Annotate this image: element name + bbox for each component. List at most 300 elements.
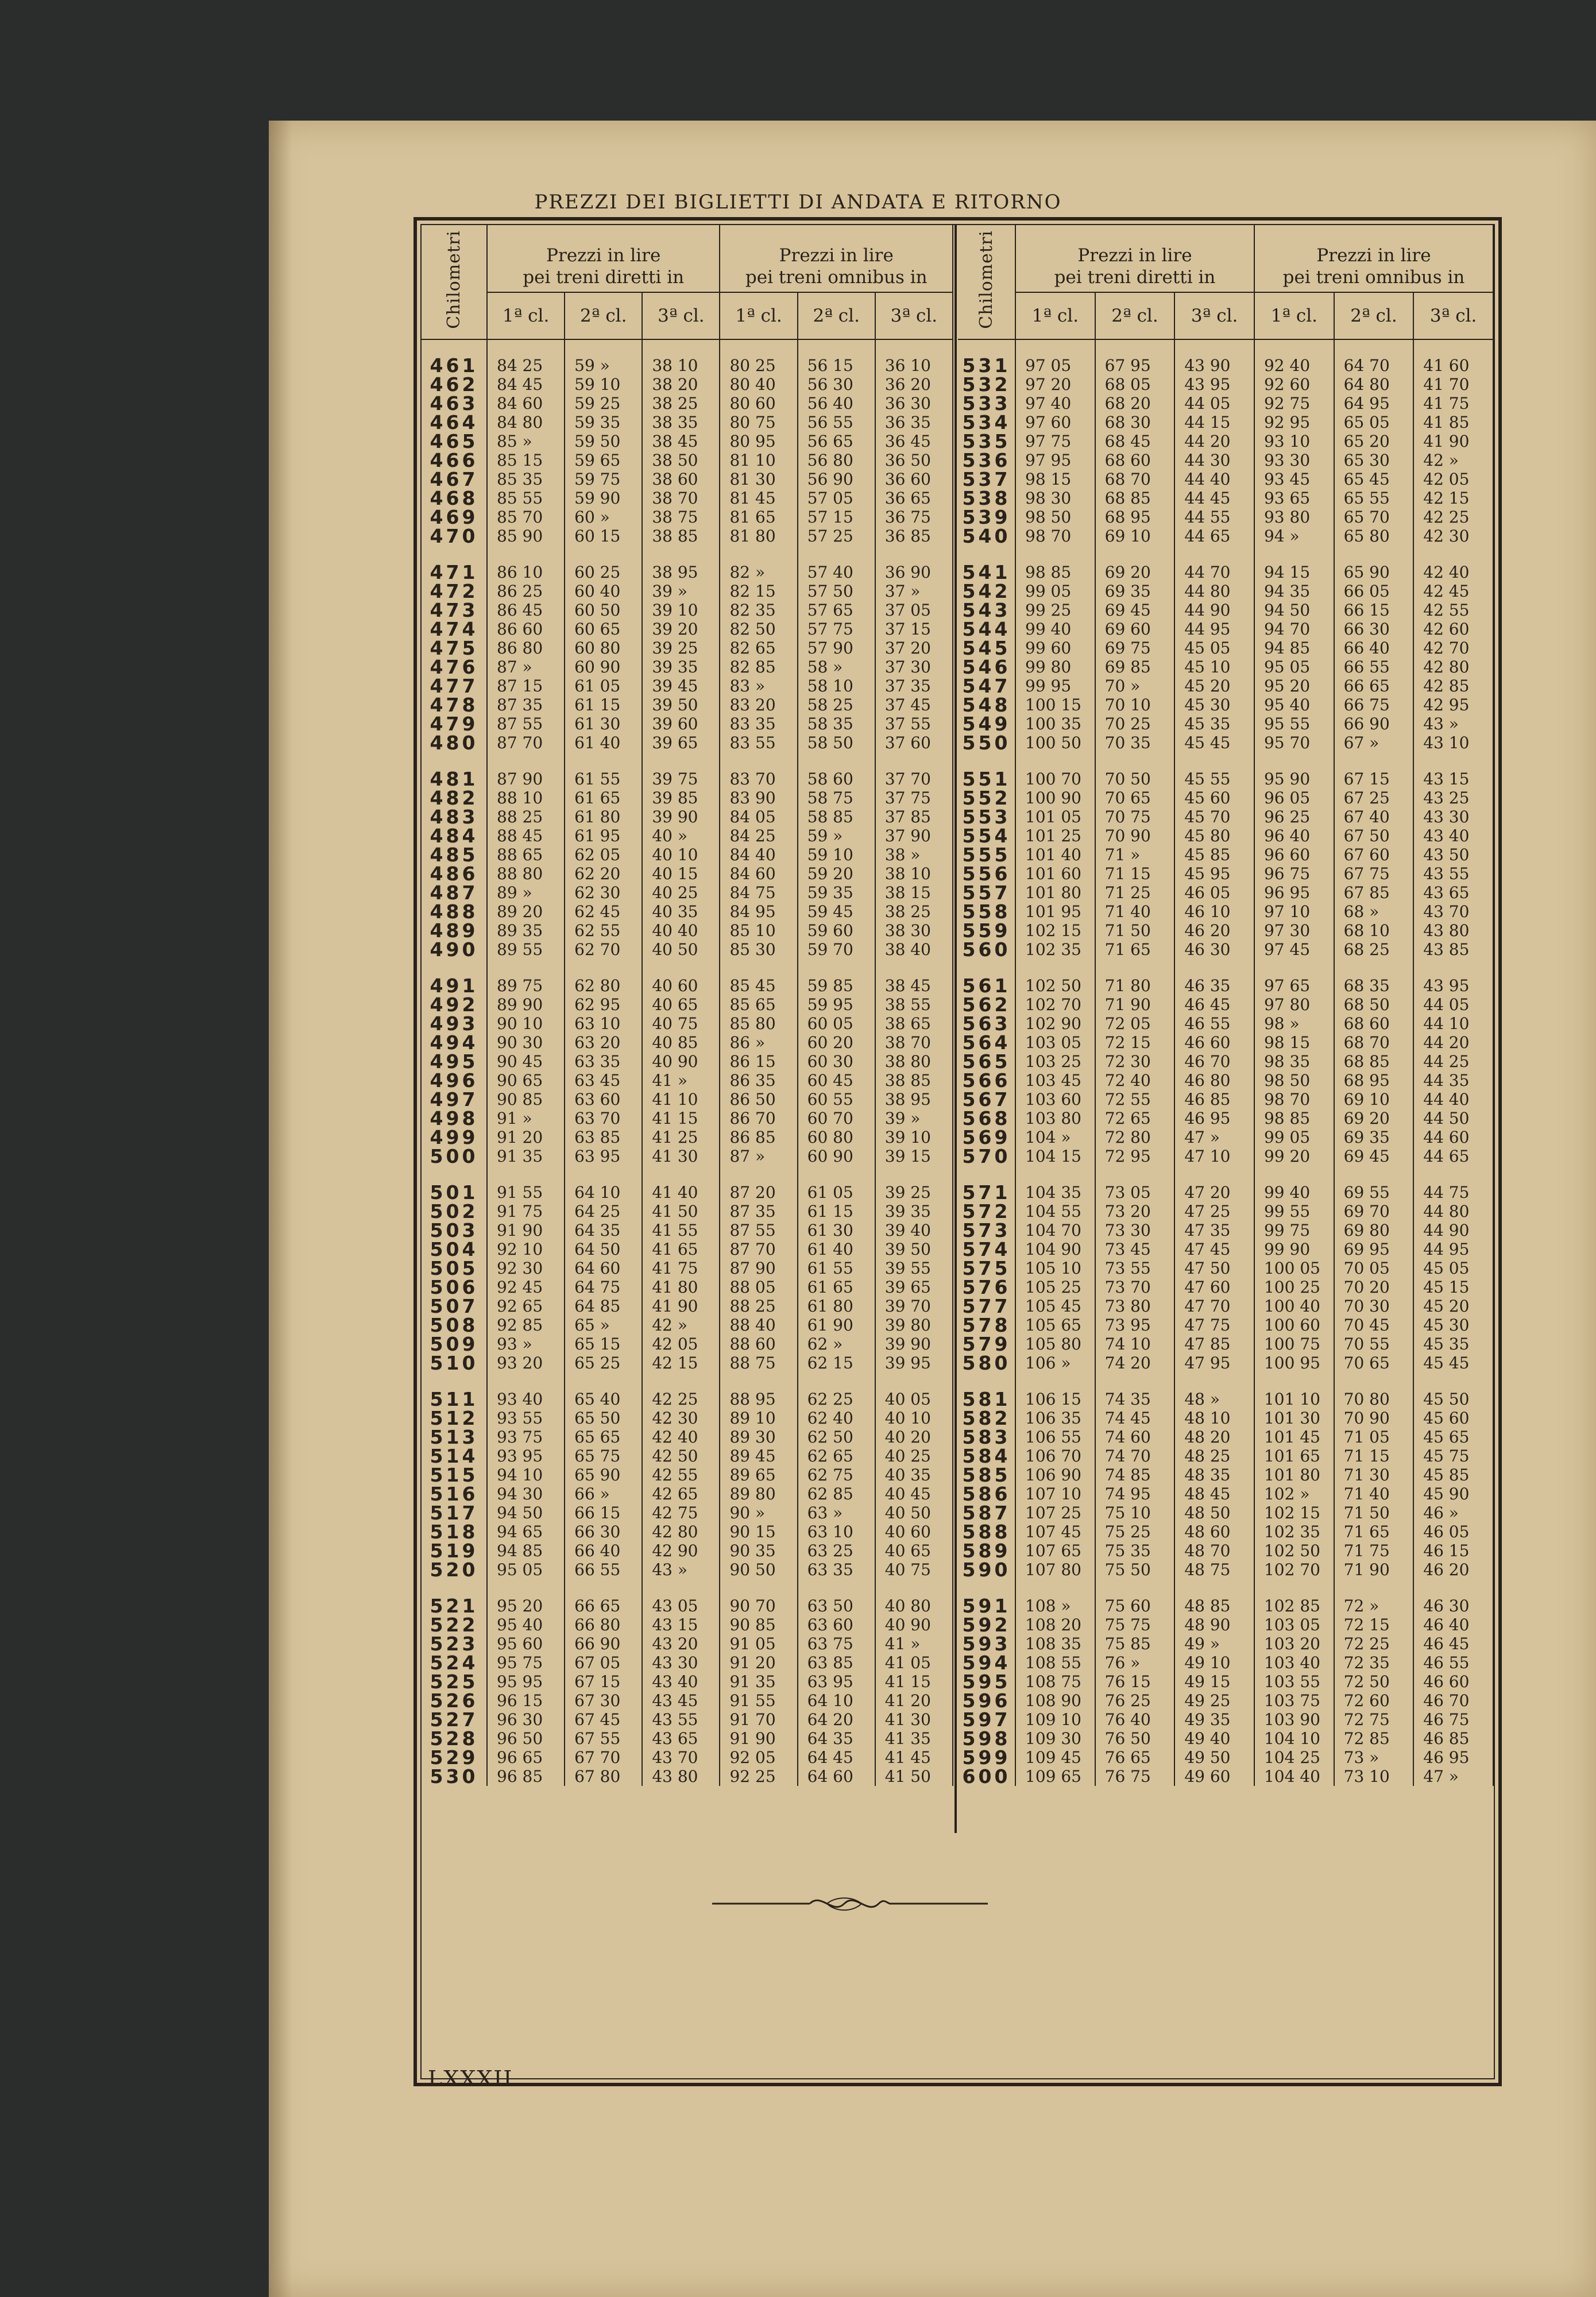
price-cell: 71 05 xyxy=(1334,1428,1414,1447)
price-cell: 43 » xyxy=(642,1560,720,1579)
table-row xyxy=(958,1428,1493,1447)
price-cell: 43 10 xyxy=(1413,733,1493,752)
price-cell: 46 70 xyxy=(1174,1052,1254,1071)
price-cell: 38 85 xyxy=(642,527,720,546)
km-header: Chilometri xyxy=(422,225,487,339)
price-cell: 101 45 xyxy=(1254,1428,1334,1447)
price-cell: 65 90 xyxy=(1334,563,1414,582)
price-cell: 59 95 xyxy=(798,995,875,1014)
price-cell: 67 95 xyxy=(1095,356,1175,375)
km-cell: 571 xyxy=(958,1183,1015,1202)
price-cell: 42 50 xyxy=(642,1447,720,1465)
price-cell: 41 30 xyxy=(875,1710,953,1729)
price-cell: 87 35 xyxy=(720,1202,797,1221)
price-cell: 75 50 xyxy=(1095,1560,1175,1579)
price-cell: 40 60 xyxy=(875,1522,953,1541)
price-cell: 69 45 xyxy=(1334,1147,1414,1166)
price-cell: 60 90 xyxy=(565,658,642,676)
price-cell: 46 30 xyxy=(1174,940,1254,959)
price-cell: 86 60 xyxy=(487,620,565,639)
price-cell: 92 65 xyxy=(487,1297,565,1316)
km-cell: 593 xyxy=(958,1634,1015,1653)
km-header: Chilometri xyxy=(958,225,1015,339)
price-cell: 38 85 xyxy=(875,1071,953,1090)
km-cell: 469 xyxy=(422,508,487,527)
price-cell: 87 90 xyxy=(487,769,565,788)
price-cell: 106 35 xyxy=(1015,1409,1095,1428)
price-cell: 101 95 xyxy=(1015,902,1095,921)
price-cell: 37 60 xyxy=(875,733,953,752)
table-row xyxy=(422,601,953,620)
price-cell: 94 85 xyxy=(487,1541,565,1560)
price-cell: 44 20 xyxy=(1413,1033,1493,1052)
price-cell: 41 15 xyxy=(875,1672,953,1691)
km-cell: 588 xyxy=(958,1522,1015,1541)
price-cell: 44 10 xyxy=(1413,1014,1493,1033)
fare-table-right xyxy=(958,225,1494,1822)
price-cell: 61 80 xyxy=(798,1297,875,1316)
price-cell: 102 50 xyxy=(1015,976,1095,995)
price-cell: 102 90 xyxy=(1015,1014,1095,1033)
price-cell: 87 55 xyxy=(487,714,565,733)
price-cell: 92 85 xyxy=(487,1316,565,1335)
price-cell: 89 65 xyxy=(720,1465,797,1484)
price-cell: 63 45 xyxy=(565,1071,642,1090)
price-cell: 86 15 xyxy=(720,1052,797,1071)
price-cell: 61 65 xyxy=(565,788,642,807)
price-cell: 105 80 xyxy=(1015,1335,1095,1354)
price-cell: 101 60 xyxy=(1015,864,1095,883)
table-row xyxy=(958,1465,1493,1484)
price-cell: 95 95 xyxy=(487,1672,565,1691)
price-cell: 89 80 xyxy=(720,1484,797,1503)
price-cell: 61 40 xyxy=(798,1240,875,1259)
km-cell: 476 xyxy=(422,658,487,676)
price-cell: 96 25 xyxy=(1254,807,1334,826)
table-row xyxy=(958,375,1493,394)
table-row xyxy=(958,1316,1493,1335)
price-cell: 42 75 xyxy=(642,1503,720,1522)
price-cell: 68 60 xyxy=(1334,1014,1414,1033)
table-row xyxy=(422,864,953,883)
price-cell: 37 30 xyxy=(875,658,953,676)
table-row xyxy=(422,620,953,639)
group-spacer xyxy=(958,1166,1493,1183)
km-cell: 592 xyxy=(958,1615,1015,1634)
price-cell: 98 70 xyxy=(1015,527,1095,546)
table-row xyxy=(958,639,1493,658)
price-cell: 87 90 xyxy=(720,1259,797,1278)
km-cell: 486 xyxy=(422,864,487,883)
table-row xyxy=(958,1615,1493,1634)
table-row xyxy=(958,413,1493,432)
price-cell: 72 05 xyxy=(1095,1014,1175,1033)
price-cell: 91 75 xyxy=(487,1202,565,1221)
km-cell: 586 xyxy=(958,1484,1015,1503)
price-cell: 85 30 xyxy=(720,940,797,959)
price-cell: 65 30 xyxy=(1334,451,1414,470)
price-cell: 62 05 xyxy=(565,845,642,864)
price-cell: 95 40 xyxy=(487,1615,565,1634)
price-cell: 86 25 xyxy=(487,582,565,601)
table-row xyxy=(958,995,1493,1014)
table-row xyxy=(958,1522,1493,1541)
km-cell: 540 xyxy=(958,527,1015,546)
price-cell: 37 05 xyxy=(875,601,953,620)
price-cell: 74 85 xyxy=(1095,1465,1175,1484)
price-cell: 36 30 xyxy=(875,394,953,413)
price-cell: 37 20 xyxy=(875,639,953,658)
price-cell: 86 80 xyxy=(487,639,565,658)
km-cell: 510 xyxy=(422,1354,487,1372)
km-cell: 465 xyxy=(422,432,487,451)
km-cell: 585 xyxy=(958,1465,1015,1484)
price-cell: 43 40 xyxy=(1413,826,1493,845)
price-cell: 63 60 xyxy=(798,1615,875,1634)
price-cell: 42 90 xyxy=(642,1541,720,1560)
price-cell: 75 35 xyxy=(1095,1541,1175,1560)
price-cell: 47 45 xyxy=(1174,1240,1254,1259)
price-cell: 85 15 xyxy=(487,451,565,470)
price-cell: 41 25 xyxy=(642,1128,720,1147)
table-row xyxy=(958,1390,1493,1409)
price-cell: 68 20 xyxy=(1095,394,1175,413)
price-cell: 88 25 xyxy=(720,1297,797,1316)
price-cell: 45 85 xyxy=(1413,1465,1493,1484)
price-cell: 48 » xyxy=(1174,1390,1254,1409)
price-cell: 46 15 xyxy=(1413,1541,1493,1560)
price-cell: 48 85 xyxy=(1174,1596,1254,1615)
km-cell: 493 xyxy=(422,1014,487,1033)
table-row xyxy=(958,733,1493,752)
price-cell: 46 05 xyxy=(1174,883,1254,902)
price-cell: 58 35 xyxy=(798,714,875,733)
price-cell: 46 80 xyxy=(1174,1071,1254,1090)
price-cell: 67 » xyxy=(1334,733,1414,752)
km-cell: 520 xyxy=(422,1560,487,1579)
price-cell: 47 70 xyxy=(1174,1297,1254,1316)
price-cell: 102 15 xyxy=(1015,921,1095,940)
price-cell: 42 95 xyxy=(1413,695,1493,714)
price-cell: 95 60 xyxy=(487,1634,565,1653)
price-cell: 104 40 xyxy=(1254,1767,1334,1786)
km-cell: 485 xyxy=(422,845,487,864)
price-cell: 91 35 xyxy=(720,1672,797,1691)
price-cell: 73 30 xyxy=(1095,1221,1175,1240)
price-cell: 72 95 xyxy=(1095,1147,1175,1166)
price-cell: 38 45 xyxy=(642,432,720,451)
table-row xyxy=(958,940,1493,959)
price-cell: 68 50 xyxy=(1334,995,1414,1014)
price-cell: 87 15 xyxy=(487,676,565,695)
price-cell: 40 15 xyxy=(642,864,720,883)
price-cell: 44 15 xyxy=(1174,413,1254,432)
price-cell: 42 » xyxy=(1413,451,1493,470)
km-cell: 549 xyxy=(958,714,1015,733)
km-cell: 495 xyxy=(422,1052,487,1071)
price-cell: 36 65 xyxy=(875,489,953,508)
price-cell: 65 70 xyxy=(1334,508,1414,527)
price-cell: 81 65 xyxy=(720,508,797,527)
price-cell: 38 60 xyxy=(642,470,720,489)
price-cell: 39 70 xyxy=(875,1297,953,1316)
price-cell: 74 60 xyxy=(1095,1428,1175,1447)
price-cell: 41 45 xyxy=(875,1748,953,1767)
table-row xyxy=(422,639,953,658)
price-cell: 42 15 xyxy=(642,1354,720,1372)
price-cell: 36 90 xyxy=(875,563,953,582)
price-cell: 38 10 xyxy=(875,864,953,883)
km-cell: 598 xyxy=(958,1729,1015,1748)
km-cell: 542 xyxy=(958,582,1015,601)
price-cell: 45 35 xyxy=(1174,714,1254,733)
price-cell: 66 30 xyxy=(565,1522,642,1541)
price-cell: 69 75 xyxy=(1095,639,1175,658)
price-cell: 73 95 xyxy=(1095,1316,1175,1335)
table-row xyxy=(958,1560,1493,1579)
price-cell: 57 15 xyxy=(798,508,875,527)
km-cell: 565 xyxy=(958,1052,1015,1071)
price-cell: 67 80 xyxy=(565,1767,642,1786)
km-cell: 566 xyxy=(958,1071,1015,1090)
price-cell: 104 90 xyxy=(1015,1240,1095,1259)
price-cell: 38 20 xyxy=(642,375,720,394)
price-cell: 38 75 xyxy=(642,508,720,527)
table-row xyxy=(422,1109,953,1128)
price-cell: 101 05 xyxy=(1015,807,1095,826)
price-cell: 100 50 xyxy=(1015,733,1095,752)
km-cell: 464 xyxy=(422,413,487,432)
table-row xyxy=(958,714,1493,733)
km-cell: 514 xyxy=(422,1447,487,1465)
km-cell: 473 xyxy=(422,601,487,620)
table-row xyxy=(958,1729,1493,1748)
price-cell: 92 25 xyxy=(720,1767,797,1786)
price-cell: 49 15 xyxy=(1174,1672,1254,1691)
km-cell: 482 xyxy=(422,788,487,807)
price-cell: 101 65 xyxy=(1254,1447,1334,1465)
price-cell: 45 90 xyxy=(1413,1484,1493,1503)
price-cell: 98 85 xyxy=(1015,563,1095,582)
price-cell: 44 90 xyxy=(1413,1221,1493,1240)
price-cell: 68 35 xyxy=(1334,976,1414,995)
table-row xyxy=(958,1221,1493,1240)
table-row xyxy=(422,1767,953,1786)
price-cell: 99 20 xyxy=(1254,1147,1334,1166)
price-cell: 70 20 xyxy=(1334,1278,1414,1297)
price-cell: 58 50 xyxy=(798,733,875,752)
price-cell: 49 40 xyxy=(1174,1729,1254,1748)
price-cell: 85 90 xyxy=(487,527,565,546)
price-cell: 41 » xyxy=(642,1071,720,1090)
price-cell: 71 40 xyxy=(1334,1484,1414,1503)
price-cell: 103 60 xyxy=(1015,1090,1095,1109)
price-cell: 48 20 xyxy=(1174,1428,1254,1447)
price-cell: 43 70 xyxy=(1413,902,1493,921)
price-cell: 61 15 xyxy=(798,1202,875,1221)
price-cell: 41 75 xyxy=(642,1259,720,1278)
price-cell: 68 10 xyxy=(1334,921,1414,940)
price-cell: 40 35 xyxy=(875,1465,953,1484)
price-cell: 108 » xyxy=(1015,1596,1095,1615)
price-cell: 65 80 xyxy=(1334,527,1414,546)
price-cell: 68 95 xyxy=(1095,508,1175,527)
price-cell: 67 70 xyxy=(565,1748,642,1767)
price-cell: 41 30 xyxy=(642,1147,720,1166)
price-cell: 100 70 xyxy=(1015,769,1095,788)
price-cell: 41 65 xyxy=(642,1240,720,1259)
price-cell: 45 60 xyxy=(1413,1409,1493,1428)
group-spacer xyxy=(422,1372,953,1390)
price-cell: 40 90 xyxy=(642,1052,720,1071)
price-cell: 44 95 xyxy=(1413,1240,1493,1259)
price-cell: 95 20 xyxy=(487,1596,565,1615)
table-row xyxy=(958,1484,1493,1503)
price-cell: 49 25 xyxy=(1174,1691,1254,1710)
price-cell: 47 20 xyxy=(1174,1183,1254,1202)
price-cell: 65 25 xyxy=(565,1354,642,1372)
table-row xyxy=(422,1409,953,1428)
price-cell: 39 90 xyxy=(642,807,720,826)
table-row xyxy=(422,1183,953,1202)
price-cell: 91 90 xyxy=(720,1729,797,1748)
price-cell: 39 40 xyxy=(875,1221,953,1240)
price-cell: 69 60 xyxy=(1095,620,1175,639)
price-cell: 40 10 xyxy=(642,845,720,864)
table-row xyxy=(958,1033,1493,1052)
km-cell: 574 xyxy=(958,1240,1015,1259)
km-cell: 575 xyxy=(958,1259,1015,1278)
price-cell: 47 » xyxy=(1413,1767,1493,1786)
price-cell: 46 95 xyxy=(1413,1748,1493,1767)
price-cell: 91 35 xyxy=(487,1147,565,1166)
km-cell: 504 xyxy=(422,1240,487,1259)
price-cell: 48 70 xyxy=(1174,1541,1254,1560)
price-cell: 82 50 xyxy=(720,620,797,639)
table-row xyxy=(422,695,953,714)
price-cell: 99 25 xyxy=(1015,601,1095,620)
price-cell: 44 95 xyxy=(1174,620,1254,639)
price-cell: 107 25 xyxy=(1015,1503,1095,1522)
price-cell: 38 10 xyxy=(642,356,720,375)
price-cell: 83 70 xyxy=(720,769,797,788)
group-spacer xyxy=(958,959,1493,976)
price-cell: 91 90 xyxy=(487,1221,565,1240)
price-cell: 40 40 xyxy=(642,921,720,940)
km-cell: 498 xyxy=(422,1109,487,1128)
price-cell: 39 55 xyxy=(875,1259,953,1278)
table-row xyxy=(422,1672,953,1691)
km-cell: 518 xyxy=(422,1522,487,1541)
price-cell: 99 90 xyxy=(1254,1240,1334,1259)
km-cell: 505 xyxy=(422,1259,487,1278)
price-cell: 59 45 xyxy=(798,902,875,921)
price-cell: 106 15 xyxy=(1015,1390,1095,1409)
price-cell: 44 25 xyxy=(1413,1052,1493,1071)
km-cell: 483 xyxy=(422,807,487,826)
price-cell: 44 40 xyxy=(1413,1090,1493,1109)
price-cell: 71 25 xyxy=(1095,883,1175,902)
km-cell: 560 xyxy=(958,940,1015,959)
price-cell: 66 65 xyxy=(1334,676,1414,695)
price-cell: 47 95 xyxy=(1174,1354,1254,1372)
price-cell: 72 60 xyxy=(1334,1691,1414,1710)
price-cell: 36 75 xyxy=(875,508,953,527)
km-cell: 513 xyxy=(422,1428,487,1447)
km-cell: 477 xyxy=(422,676,487,695)
price-cell: 102 70 xyxy=(1254,1560,1334,1579)
price-cell: 43 50 xyxy=(1413,845,1493,864)
table-row xyxy=(422,676,953,695)
price-cell: 67 55 xyxy=(565,1729,642,1748)
price-cell: 90 30 xyxy=(487,1033,565,1052)
price-cell: 90 65 xyxy=(487,1071,565,1090)
price-cell: 40 10 xyxy=(875,1409,953,1428)
class-1-header: 1ª cl. xyxy=(487,292,565,339)
price-cell: 91 20 xyxy=(720,1653,797,1672)
km-cell: 539 xyxy=(958,508,1015,527)
price-cell: 64 75 xyxy=(565,1278,642,1297)
price-cell: 63 10 xyxy=(565,1014,642,1033)
price-cell: 62 25 xyxy=(798,1390,875,1409)
price-cell: 85 45 xyxy=(720,976,797,995)
price-cell: 44 50 xyxy=(1413,1109,1493,1128)
price-cell: 80 95 xyxy=(720,432,797,451)
price-cell: 80 40 xyxy=(720,375,797,394)
price-cell: 43 30 xyxy=(1413,807,1493,826)
group-spacer xyxy=(422,546,953,563)
price-cell: 97 65 xyxy=(1254,976,1334,995)
price-cell: 71 80 xyxy=(1095,976,1175,995)
price-cell: 96 75 xyxy=(1254,864,1334,883)
km-cell: 508 xyxy=(422,1316,487,1335)
km-cell: 547 xyxy=(958,676,1015,695)
price-cell: 44 90 xyxy=(1174,601,1254,620)
price-cell: 95 05 xyxy=(487,1560,565,1579)
price-cell: 109 45 xyxy=(1015,1748,1095,1767)
table-row xyxy=(422,1202,953,1221)
header-spacer xyxy=(958,339,1493,356)
table-row xyxy=(958,1691,1493,1710)
price-cell: 70 90 xyxy=(1334,1409,1414,1428)
price-cell: 43 80 xyxy=(1413,921,1493,940)
price-cell: 36 20 xyxy=(875,375,953,394)
price-cell: 41 70 xyxy=(1413,375,1493,394)
price-cell: 83 55 xyxy=(720,733,797,752)
price-cell: 87 70 xyxy=(487,733,565,752)
price-cell: 43 55 xyxy=(642,1710,720,1729)
price-cell: 72 85 xyxy=(1334,1729,1414,1748)
price-cell: 43 » xyxy=(1413,714,1493,733)
price-cell: 81 80 xyxy=(720,527,797,546)
price-cell: 66 40 xyxy=(1334,639,1414,658)
table-row xyxy=(958,1710,1493,1729)
km-cell: 570 xyxy=(958,1147,1015,1166)
price-cell: 65 40 xyxy=(565,1390,642,1409)
price-cell: 43 30 xyxy=(642,1653,720,1672)
price-cell: 41 85 xyxy=(1413,413,1493,432)
km-cell: 561 xyxy=(958,976,1015,995)
price-cell: 37 55 xyxy=(875,714,953,733)
price-cell: 86 » xyxy=(720,1033,797,1052)
price-cell: 104 » xyxy=(1015,1128,1095,1147)
price-cell: 64 50 xyxy=(565,1240,642,1259)
price-cell: 39 25 xyxy=(642,639,720,658)
price-cell: 99 40 xyxy=(1254,1183,1334,1202)
price-cell: 98 70 xyxy=(1254,1090,1334,1109)
price-cell: 84 25 xyxy=(487,356,565,375)
price-cell: 56 80 xyxy=(798,451,875,470)
